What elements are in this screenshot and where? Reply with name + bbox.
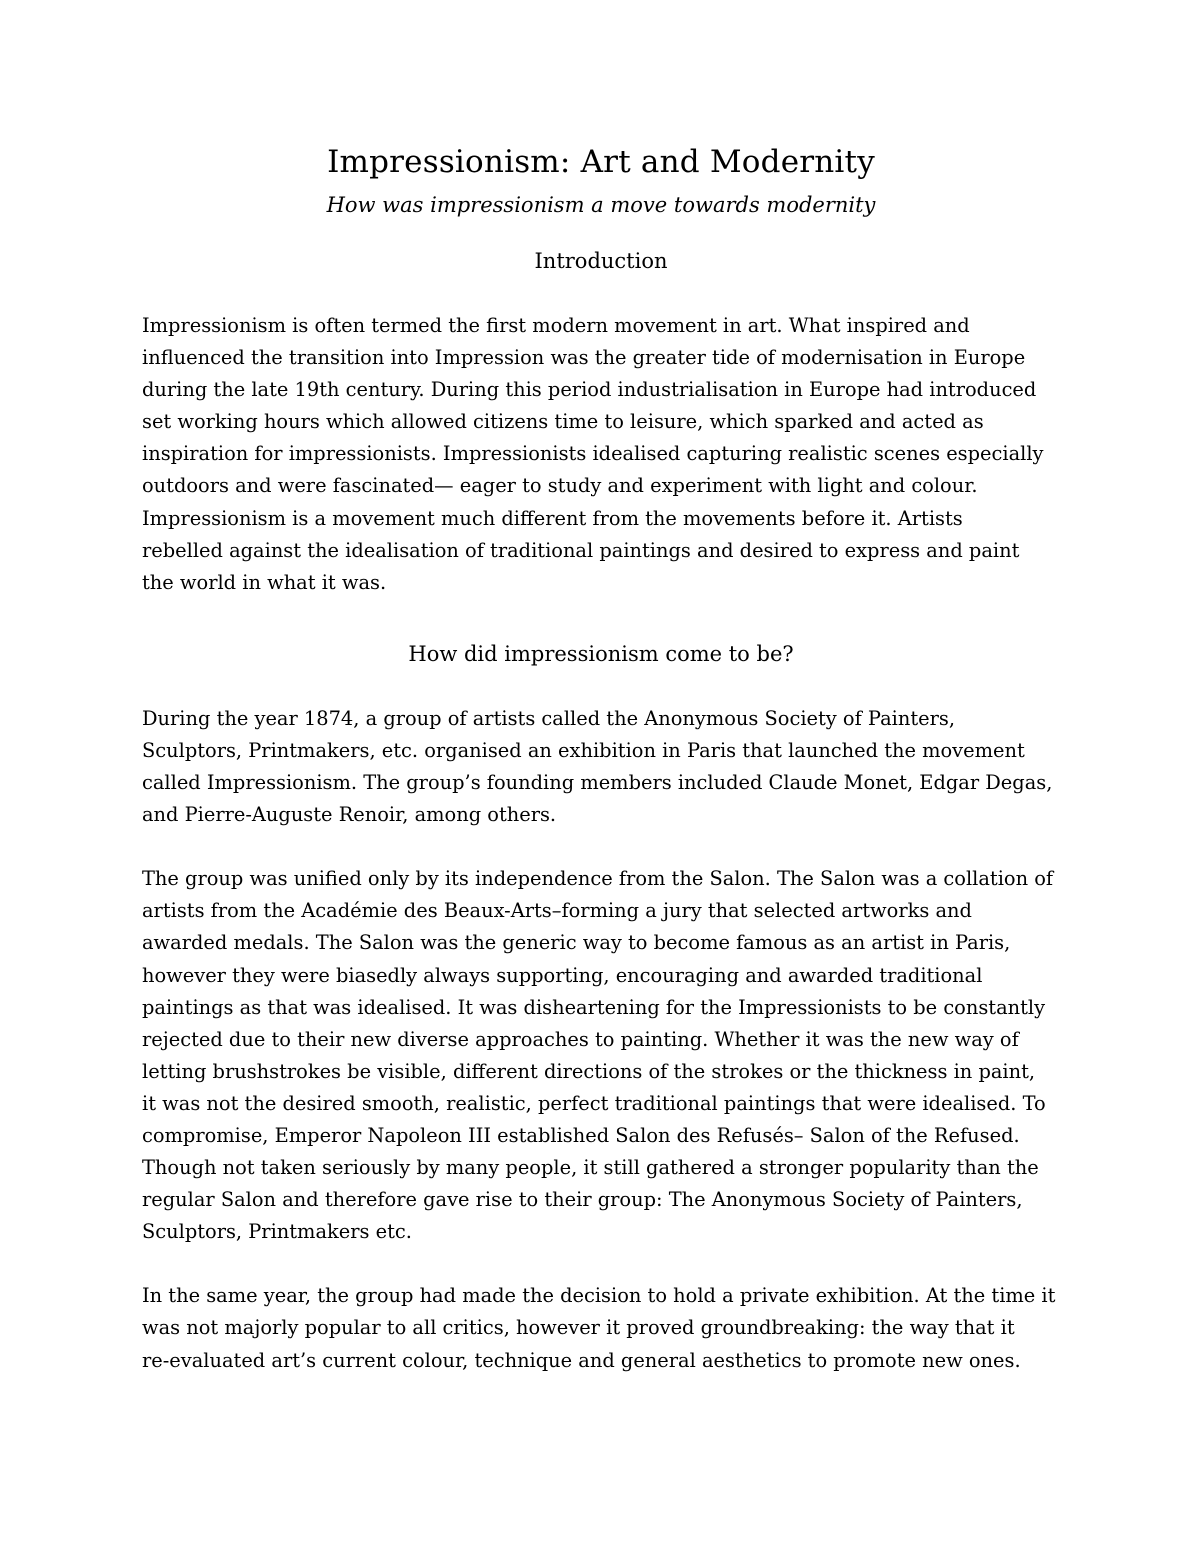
paragraph-origins-2: The group was unified only by its independence from the Salon. The Salon was a collation of artists from the Académie des Beaux-Arts–forming a jury that selected artworks and awarded medals. The Salon was the generic way to become famous as an artist in Paris, however they were biasedly always supporting, encouraging and awarded traditional paintings as that was idealised. It was disheartening for the Impressionists to be constantly rejected due to their new diverse approaches to painting. Whether it was the new way of letting brushstrokes be visible, different directions of the strokes or the thickness in paint, it was not the desired smooth, realistic, perfect traditional paintings that were idealised. To compromise, Emperor Napoleon III established Salon des Refusés– Salon of the Refused. Though not taken seriously by many people, it still gathered a stronger popularity than the regular Salon and therefore gave rise to their group: The Anonymous Society of Painters, Sculptors, Printmakers etc. xyxy=(142,867,1054,1244)
paragraph-origins-3: In the same year, the group had made the decision to hold a private exhibition. At the time it was not majorly popular to all critics, however it proved groundbreaking: the way that it re-evaluated art’s current colour, technique and general aesthetics to promote new ones. xyxy=(142,1284,1056,1372)
section-heading-introduction: Introduction xyxy=(534,249,668,273)
document-page xyxy=(142,142,1060,1377)
section-heading-origins: How did impressionism come to be? xyxy=(408,641,794,666)
document-title: Impressionism: Art and Modernity xyxy=(327,144,875,180)
document-subtitle: How was impressionism a move towards modernity xyxy=(326,193,876,217)
paragraph-introduction: Impressionism is often termed the first modern movement in art. What inspired and influenced the transition into Impression was the greater tide of modernisation in Europe during the late 19th century. During this period industrialisation in Europe had introduced set working hours which allowed citizens time to leisure, which sparked and acted as inspiration for impressionists. Impressionists idealised capturing realistic scenes especially outdoors and were fascinated— eager to study and experiment with light and colour. Impressionism is a movement much different from the movements before it. Artists rebelled against the idealisation of traditional paintings and desired to express and paint the world in what it was. xyxy=(142,314,1044,594)
paragraph-origins-1: During the year 1874, a group of artists called the Anonymous Society of Painters, Sculptors, Printmakers, etc. organised an exhibition in Paris that launched the movement called Impressionism. The group’s founding members included Claude Monet, Edgar Degas, and Pierre-Auguste Renoir, among others. xyxy=(142,706,1053,827)
